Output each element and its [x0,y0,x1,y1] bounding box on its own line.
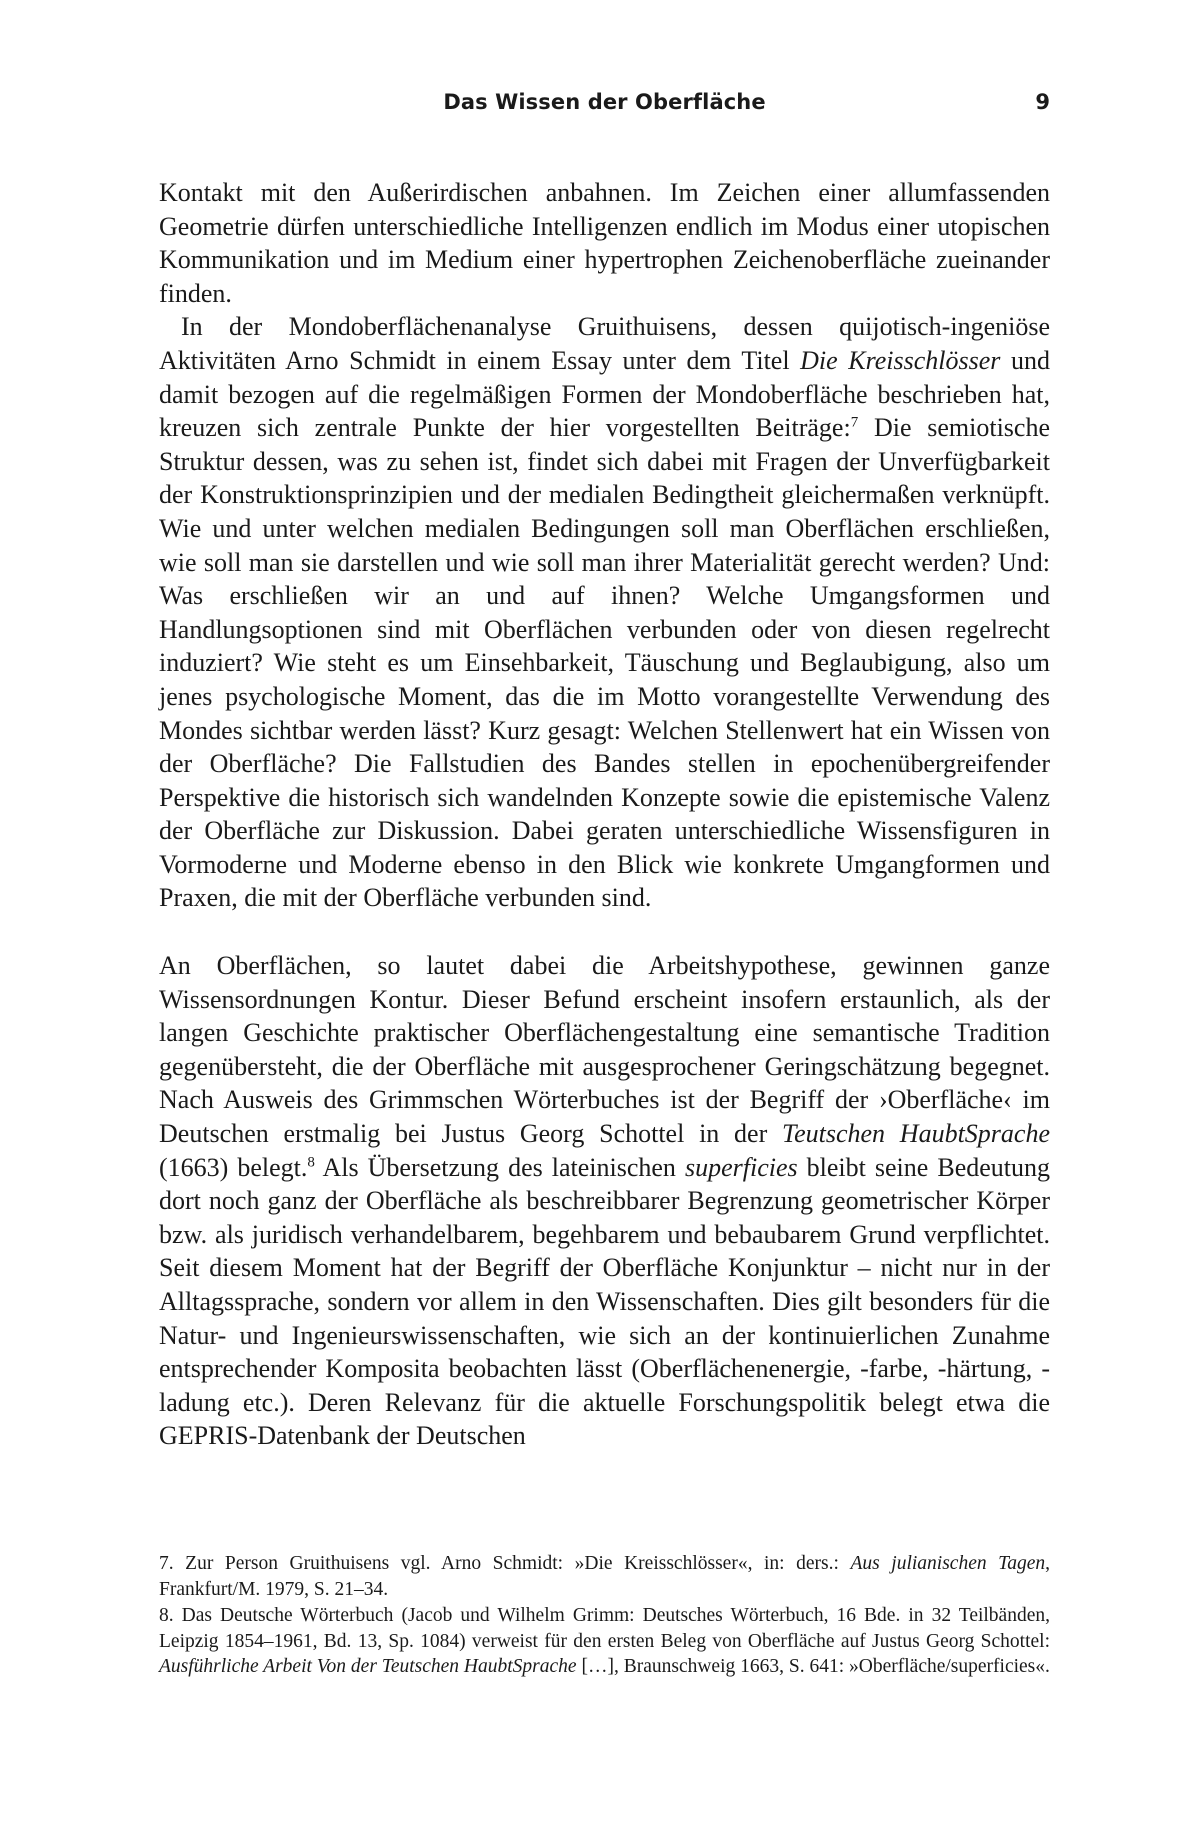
paragraph-1 [159,176,1050,310]
paragraph-2-text-a: In der Mondoberflächenanalyse Gruithuisens, dessen quijotisch-ingeniöse Aktivitäten Arno Schmidt in einem Essay unter dem Titel [159,312,1050,375]
footnote-7-text-b: , Frankfurt/M. 1979, S. 21–34. [159,1553,1051,1600]
paragraph-2-text-c: Die semiotische Struktur dessen, was zu sehen ist, findet sich dabei mit Fragen der Unverfügbarkeit der Konstruktionsprinzipien und der medialen Bedingtheit gleichermaßen verknüpft. Wie und unter welchen medialen Bedingungen soll man Oberflächen erschließen, wie soll man sie darstellen und wie soll man ihrer Materialität gerecht werden? Und: Was erschließen wir an und auf ihnen? Welche Umgangsformen und Handlungsoptionen sind mit Oberflächen verbunden oder von diesen regelrecht induziert? Wie steht es um Einsehbarkeit, Täuschung und Beglaubigung, also um jenes psychologische Moment, das die im Motto vorangestellte Verwendung des Mondes sichtbar werden lässt? Kurz gesagt: Welchen Stellenwert hat ein Wissen von der Oberfläche? Die Fallstudien des Bandes stellen in epochenübergreifender Perspektive die historisch sich wandelnden Konzepte sowie die epistemische Valenz der Oberfläche zur Diskussion. Dabei geraten unterschiedliche Wissensfiguren in Vormoderne und Moderne ebenso in den Blick wie konkrete Umgangformen und Praxen, die mit der Oberfläche verbunden sind. [159,413,1050,913]
book-title: Teutschen HaubtSprache [782,1119,1051,1149]
paragraph-2 [159,310,1050,915]
page-number: 9 [1035,90,1050,114]
essay-title: Die Kreisschlösser [800,345,1001,375]
paragraph-3-text-b: (1663) belegt. [159,1152,308,1182]
paragraph-2-text-b: und damit bezogen auf die regelmäßigen Formen der Mondoberfläche beschrieben hat, kreuzen sich zentrale Punkte der hier vorgestellten Beiträge: [159,345,1050,443]
footnote-8 [159,1603,1050,1680]
footnote-7 [159,1551,1050,1602]
footnotes [159,1551,1050,1681]
footnote-8-title: Ausführliche Arbeit Von der Teutschen HaubtSprache [159,1656,577,1678]
footnote-7-title: Aus julianischen Tagen [850,1553,1046,1574]
footnote-7-text-a: 7. Zur Person Gruithuisens vgl. Arno Schmidt: »Die Kreisschlösser«, in: ders.: [159,1553,851,1574]
paragraph-3-text-c: Als Übersetzung des lateinischen [314,1152,685,1182]
footnote-ref-7[interactable]: 7 [850,414,859,431]
paragraph-1-text: Kontakt mit den Außerirdischen anbahnen. Im Zeichen einer allumfassenden Geometrie dürfen unterschiedliche Intelligenzen endlich im Modus einer utopischen Kommunikation und im Medium einer hypertrophen Zeichenoberfläche zueinander finden. [159,178,1050,308]
footnote-8-text-b: […], Braunschweig 1663, S. 641: »Oberfläche/superficies«. [576,1656,1050,1678]
page-header [159,90,1050,120]
main-text [159,176,1050,1453]
footnote-ref-8[interactable]: 8 [307,1153,315,1170]
latin-term: superficies [684,1152,798,1182]
paragraph-3-text-d: bleibt seine Bedeutung dort noch ganz der Oberfläche als beschreibbarer Begrenzung geometrischer Körper bzw. als juridisch verhandelbarem, begehbarem und bebaubarem Grund verpflichtet. Seit diesem Moment hat der Begriff der Oberfläche Konjunktur – nicht nur in der Alltagssprache, sondern vor allem in den Wissenschaften. Dies gilt besonders für die Natur- und Ingenieurswissenschaften, wie sich an der kontinuierlichen Zunahme entsprechender Komposita beobachten lässt (Oberflächenenergie, -farbe, -härtung, -ladung etc.). Deren Relevanz für die aktuelle Forschungspolitik belegt etwa die GEPRIS-Datenbank der Deutschen [159,1152,1051,1451]
running-title: Das Wissen der Oberfläche [443,90,766,114]
paragraph-3-text-a: An Oberflächen, so lautet dabei die Arbeitshypothese, gewinnen ganze Wissensordnungen Kontur. Dieser Befund erscheint insofern erstaunlich, als der langen Geschichte praktischer Oberflächengestaltung eine semantische Tradition gegenübersteht, die der Oberfläche mit ausgesprochener Geringschätzung begegnet. Nach Ausweis des Grimmschen Wörterbuches ist der Begriff der ›Oberfläche‹ im Deutschen erstmalig bei Justus Georg Schottel in der [159,951,1050,1149]
footnote-8-text-a: 8. Das Deutsche Wörterbuch (Jacob und Wilhelm Grimm: Deutsches Wörterbuch, 16 Bde. in 32 Teilbänden, Leipzig 1854–1961, Bd. 13, Sp. 1084) verweist für den ersten Beleg von Oberfläche auf Justus Georg Schottel: [159,1605,1050,1652]
paragraph-3 [159,949,1050,1453]
